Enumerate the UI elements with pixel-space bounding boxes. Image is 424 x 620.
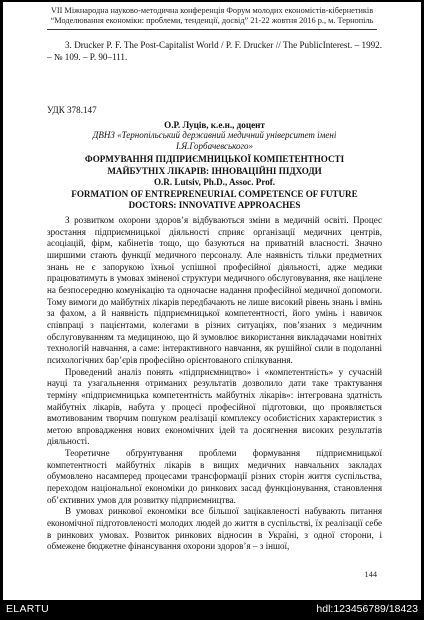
paragraph: Теоретичне обґрунтування проблеми формування підприємницької компетентності майбутніх лікарів в вищих медичних навчальних закладах обумовлено насамперед процесами трансформації різних сторін життя суспільства, переходом національної економіки до ринкових засад функціонування, становлення об’єктивних умов для розвитку підприємництва. bbox=[47, 448, 382, 505]
conference-header bbox=[23, 6, 401, 26]
repository-label: ELARTU bbox=[6, 603, 50, 615]
article-titles bbox=[47, 154, 382, 212]
page-number: 144 bbox=[364, 570, 377, 579]
author-en: O.R. Lutsiv, Ph.D., Assoc. Prof. bbox=[153, 177, 276, 187]
title-ua-line1: ФОРМУВАННЯ ПІДПРИЄМНИЦЬКОЇ КОМПЕТЕНТНОСТІ bbox=[84, 154, 345, 164]
conference-header-line1: VII Міжнародна науково-методична конференція Форум молодих економістів-кібернетиків bbox=[50, 6, 374, 15]
title-ua-line2: МАЙБУТНІХ ЛІКАРІВ: ІННОВАЦІЙНІ ПІДХОДИ bbox=[107, 165, 322, 176]
title-en-line2: DOCTORS: INNOVATIVE APPROACHES bbox=[128, 200, 301, 210]
conference-header-line2: “Моделювання економіки: проблеми, тенденції, досвід” 21-22 жовтня 2016 р., м. Тернопіль bbox=[50, 16, 374, 25]
reference-entry bbox=[47, 39, 382, 63]
header-divider bbox=[47, 29, 377, 30]
author-line: О.Р. Луців, к.е.н., доцент bbox=[164, 120, 265, 130]
affiliation bbox=[47, 130, 382, 152]
affiliation-line1: ДВНЗ «Тернопільський державний медичний університет імені bbox=[92, 130, 337, 140]
paragraph: В умовах ринкової економіки все більшої зацікавленості набувають питання економічної підготовленості молодих людей до життя в суспільстві, їх реалізації себе в ринкових умовах. Розвиток ринкових відносин в Україні, з одної сторони, і обмежене бюджетне фінансування охорони здоров’я – з іншої, bbox=[47, 506, 382, 552]
affiliation-line2: І.Я.Горбачевського» bbox=[175, 141, 254, 151]
paragraph: Проведений аналіз понять «підприємництво» і «компетентність» у сучасній науці та узагальнення отриманих результатів дозволило дати таке трактування терміну «підприємницька компетентність майбутніх лікарів»: інтегрована здатність майбутніх лікарів, набута у процесі професійної підготовки, що проявляється вмотивованим творчим пошуком реалізації комплексу особистісних характеристик з метою впровадження нових економічних ідей та досягнення високих результатів діяльності. bbox=[47, 366, 382, 447]
reference-text: 3. Drucker P. F. The Post-Capitalist World / P. F. Drucker // The PublicInterest. – 1992. – № 109. – P. 90–111. bbox=[47, 40, 382, 62]
udk-code: УДК 378.147 bbox=[47, 105, 97, 115]
document-page bbox=[3, 2, 421, 600]
title-en-line1: FORMATION OF ENTREPRENEURIAL COMPETENCE OF FUTURE bbox=[71, 188, 358, 199]
article-body bbox=[47, 215, 382, 553]
handle-identifier: hdl:123456789/18423 bbox=[316, 603, 418, 615]
paragraph: З розвитком охорони здоров’я відбуваються зміни в медичній освіті. Процес зростання підприємницької діяльності сприяє організації медичних центрів, асоціацій, фірм, кабінетів тощо, що базуються на приватній власності. Значно ширшими стають функції медичного персоналу. Але наявність тільки предметних знань не є запорукою їхньої успішної професійної діяльності, адже медики працюватимуть в умовах зміненої структури медичного обслуговування, яке націлене на безпосередню комунікацію та одночасне надання професійної медичної допомоги. Тому вимоги до майбутніх лікарів передбачають не лише високий рівень знань і вмінь за фахом, а й наявність підприємницької компетентності, його умінь і навичок співпраці з пацієнтами, колегами в різних ситуаціях, пов’язаних з медичним обслуговуванням та медициною, що й зумовлює використання викладачами новітніх технологій навчання, а саме: інтерактивного навчання, як рушійної сили в подоланні психологічних бар’єрів професійно орієнтованого спілкування. bbox=[47, 215, 382, 365]
